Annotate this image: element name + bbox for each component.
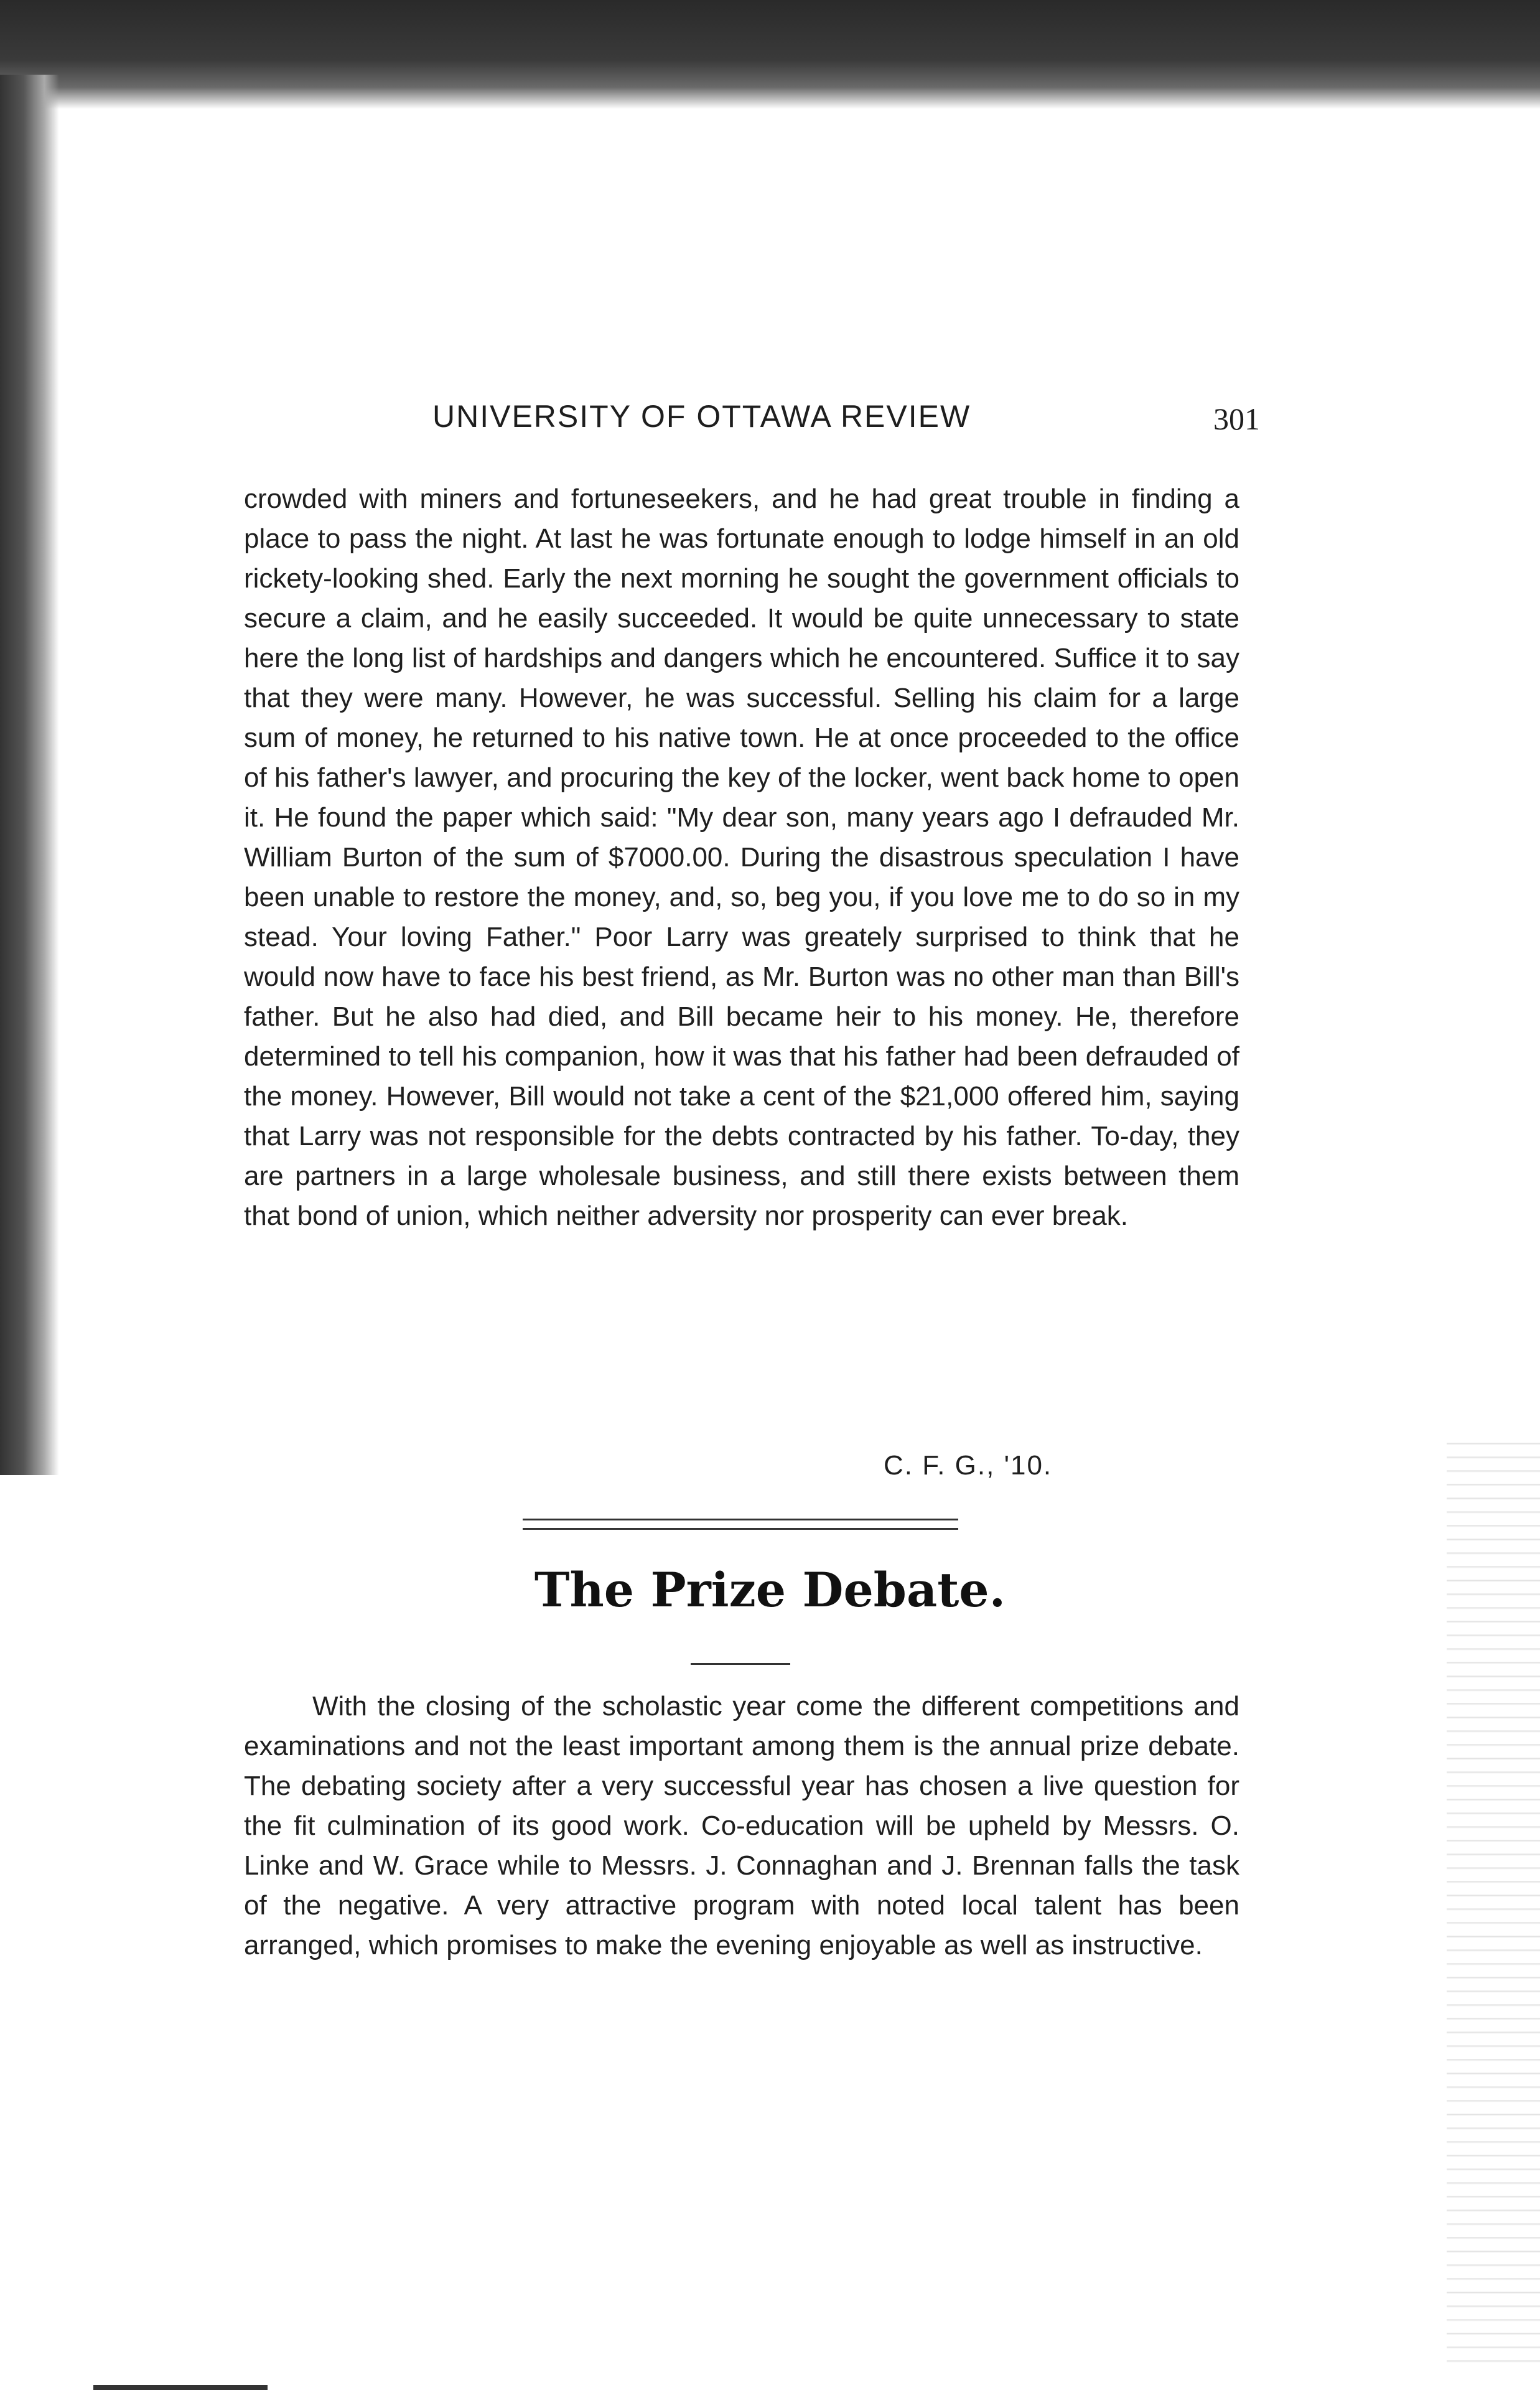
section-divider — [523, 1519, 958, 1530]
page-number: 301 — [1213, 401, 1260, 436]
scan-edge-left — [0, 75, 59, 1475]
story-paragraph: crowded with miners and fortuneseekers, and he had great trouble in finding a place to pass the night. At last he was fortunate enough to lodge himself in an old rickety-looking shed. Early the next morning he sought the government officials to secure a claim, and he easily succeeded. It would be quite unnecessary to state here the long list of hardships and dangers which he encountered. Suffice it to say that they were many. However, he was successful. Selling his claim for a large sum of money, he returned to his native town. He at once proceeded to the office of his father's lawyer, and procuring the key of the locker, went back home to open it. He found the paper which said: "My dear son, many years ago I defrauded Mr. William Burton of the sum of $7000.00. During the disastrous speculation I have been unable to restore the money, and, so, beg you, if you love me to do so in my stead. Your loving Father." Poor Larry was greately surprised to think that he would now have to face his best friend, as Mr. Burton was no other man than Bill's father. But he also had died, and Bill became heir to his money. He, therefore determined to tell his companion, how it was that his father had been defrauded of the money. However, Bill would not take a cent of the $21,000 offered him, saying that Larry was not responsible for the debts contracted by his father. To-day, they are partners in a large wholesale business, and still there exists between them that bond of union, which neither adversity nor prosperity can ever break. — [244, 484, 1239, 1231]
running-header — [240, 398, 1260, 448]
article-paragraph: With the closing of the scholastic year come the different competitions and examinations and not the least important among them is the annual prize debate. The debating society after a very successful year has chosen a live question for the fit culmination of its good work. Co-education will be upheld by Messrs. O. Linke and W. Grace while to Messrs. J. Connaghan and J. Brennan falls the task of the negative. A very attractive program with noted local talent has been arranged, which promises to make the evening enjoyable as well as instructive. — [244, 1691, 1239, 1960]
journal-title: UNIVERSITY OF OTTAWA REVIEW — [432, 399, 971, 434]
scan-edge-top — [0, 0, 1540, 109]
scan-mark-bottom — [93, 2385, 268, 2390]
title-underline — [691, 1663, 790, 1665]
article-title: The Prize Debate. — [534, 1562, 1006, 1618]
author-signature: C. F. G., '10. — [884, 1450, 1053, 1481]
